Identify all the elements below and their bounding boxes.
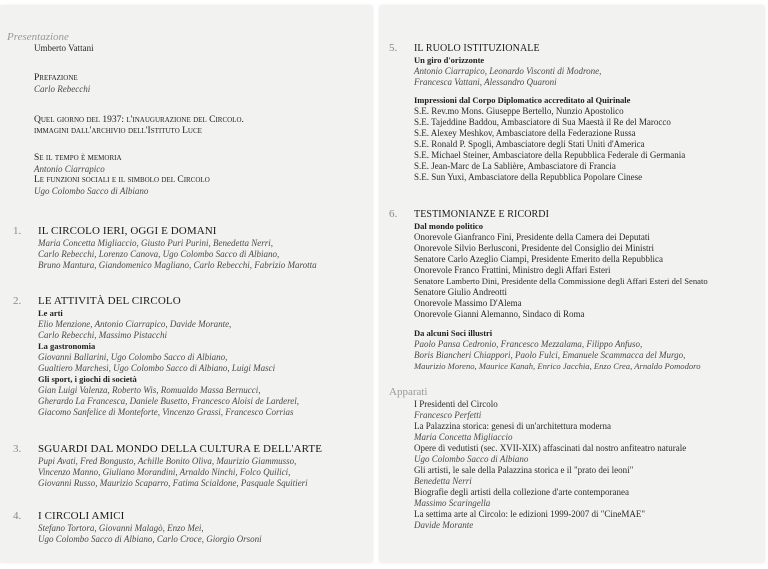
apparati-author: Massimo Scaringella	[414, 498, 491, 508]
section2-number: 2.	[13, 295, 22, 307]
section5-title: IL RUOLO ISTITUZIONALE	[414, 43, 540, 54]
impressioni-line: S.E. Alexey Meshkov, Ambasciatore della Federazione Russa	[414, 128, 636, 138]
politico-label: Dal mondo politico	[414, 221, 483, 231]
gastronomia-line: Gualtiero Marchesi, Ugo Colombo Sacco di Albiano, Luigi Masci	[38, 363, 276, 373]
section1-block	[38, 225, 372, 271]
quel-giorno-line2: immagini dall'archivio dell'Istituto Luce	[34, 126, 202, 136]
presentazione-author: Umberto Vattani	[34, 43, 94, 53]
left-page	[0, 6, 372, 562]
apparati-author: Maria Concetta Migliaccio	[414, 432, 513, 442]
section3-line: Giovanni Russo, Maurizio Scaparro, Fatima Scialdone, Pasquale Squitieri	[38, 478, 308, 488]
apparati-block	[389, 386, 764, 398]
politico-line: Onorevole Silvio Berlusconi, Presidente del Consiglio dei Ministri	[414, 243, 654, 253]
section4-line: Ugo Colombo Sacco di Albiano, Carlo Croce, Giorgio Orsoni	[38, 534, 262, 544]
section6-number: 6.	[389, 208, 398, 220]
quel-giorno-line1: Quel giorno del 1937: l'inaugurazione del Circolo.	[34, 115, 244, 125]
giro-label: Un giro d'orizzonte	[414, 55, 485, 65]
section1-line: Maria Concetta Migliaccio, Giusto Puri Purini, Benedetta Nerri,	[38, 238, 273, 248]
apparati-item: I Presidenti del Circolo	[414, 399, 498, 409]
se-il-tempo-block	[34, 153, 372, 197]
section2-block	[38, 295, 372, 418]
impressioni-label: Impressioni dal Corpo Diplomatico accreditato al Quirinale	[414, 95, 631, 105]
section4-block	[38, 510, 372, 545]
presentazione-label: Presentazione	[7, 31, 69, 43]
apparati-list	[414, 399, 764, 531]
prefazione-title: Prefazione	[34, 73, 78, 83]
politico-line: Senatore Lamberto Dini, Presidente della Commissione degli Affari Esteri del Senato	[414, 276, 708, 286]
sport-line: Gian Luigi Valenza, Roberto Wis, Romualdo Massa Bernucci,	[38, 385, 261, 395]
section4-title: I CIRCOLI AMICI	[38, 510, 125, 522]
giro-line: Antonio Ciarrapico, Leonardo Visconti di Modrone,	[414, 66, 602, 76]
section6-title: TESTIMONIANZE E RICORDI	[414, 209, 550, 220]
politico-line: Onorevole Massimo D'Alema	[414, 298, 522, 308]
gastronomia-line: Giovanni Ballarini, Ugo Colombo Sacco di Albiano,	[38, 352, 228, 362]
apparati-author: Benedetta Nerri	[414, 476, 472, 486]
section1-title: IL CIRCOLO IERI, OGGI E DOMANI	[38, 225, 217, 237]
section6-block	[414, 209, 764, 372]
se-il-tempo-author: Antonio Ciarrapico	[34, 164, 105, 174]
sport-line: Giacomo Sanfelice di Monteforte, Vincenzo Grassi, Francesco Corrias	[38, 407, 294, 417]
sport-label: Gli sport, i giochi di società	[38, 374, 137, 384]
apparati-author: Francesco Perfetti	[414, 410, 482, 420]
right-page	[380, 6, 764, 562]
section1-line: Carlo Rebecchi, Lorenzo Canova, Ugo Colombo Sacco di Albiano,	[38, 249, 280, 259]
se-il-tempo-title: Se il tempo è memoria	[34, 153, 122, 163]
soci-label: Da alcuni Soci illustri	[414, 328, 493, 338]
prefazione-block	[34, 73, 372, 95]
politico-line: Senatore Giulio Andreotti	[414, 287, 507, 297]
funzioni-author: Ugo Colombo Sacco di Albiano	[34, 186, 149, 196]
impressioni-line: S.E. Tajeddine Baddou, Ambasciatore di Sua Maestà il Re del Marocco	[414, 117, 671, 127]
presentazione-author-block	[34, 43, 372, 54]
apparati-item: Opere di vedutisti (sec. XVII-XIX) affascinati dal nostro anfiteatro naturale	[414, 443, 687, 453]
section3-number: 3.	[13, 443, 22, 455]
impressioni-line: S.E. Ronald P. Spogli, Ambasciatore degli Stati Uniti d'America	[414, 139, 645, 149]
politico-line: Senatore Carlo Azeglio Ciampi, Presidente Emerito della Repubblica	[414, 254, 663, 264]
section5-number: 5.	[389, 42, 398, 54]
apparati-item: Gli artisti, le sale della Palazzina storica e il "prato dei leoni"	[414, 465, 634, 475]
gastronomia-label: La gastronomia	[38, 341, 96, 351]
politico-line: Onorevole Gianni Alemanno, Sindaco di Roma	[414, 309, 585, 319]
arti-label: Le arti	[38, 308, 63, 318]
quel-giorno-block	[34, 115, 372, 137]
page-gutter	[372, 0, 380, 569]
section1-line: Bruno Mantura, Giandomenico Magliano, Carlo Rebecchi, Fabrizio Marotta	[38, 260, 317, 270]
giro-line: Francesca Vattani, Alessandro Quaroni	[414, 77, 557, 87]
sport-line: Gherardo La Francesca, Daniele Busetto, Francesco Aloisi de Larderel,	[38, 396, 300, 406]
section2-title: LE ATTIVITÀ DEL CIRCOLO	[38, 295, 181, 307]
arti-line: Carlo Rebecchi, Massimo Pistacchi	[38, 330, 167, 340]
impressioni-line: S.E. Sun Yuxi, Ambasciatore della Repubblica Popolare Cinese	[414, 172, 643, 182]
apparati-label: Apparati	[389, 386, 428, 398]
apparati-item: Biografie degli artisti della collezione d'arte contemporanea	[414, 487, 630, 497]
section4-line: Stefano Tortora, Giovanni Malagò, Enzo Mei,	[38, 523, 204, 533]
soci-line: Boris Biancheri Chiappori, Paolo Fulci, Emanuele Scammacca del Murgo,	[414, 350, 686, 360]
politico-line: Onorevole Franco Frattini, Ministro degli Affari Esteri	[414, 265, 611, 275]
impressioni-line: S.E. Jean-Marc de La Sablière, Ambasciatore di Francia	[414, 161, 616, 171]
section3-title: SGUARDI DAL MONDO DELLA CULTURA E DELL'ARTE	[38, 443, 323, 455]
soci-line: Paolo Pansa Cedronio, Francesco Mezzalama, Filippo Anfuso,	[414, 339, 643, 349]
impressioni-line: S.E. Rev.mo Mons. Giuseppe Bertello, Nunzio Apostolico	[414, 106, 624, 116]
apparati-author: Ugo Colombo Sacco di Albiano	[414, 454, 529, 464]
section5-block	[414, 43, 764, 183]
section3-line: Vincenzo Manno, Giuliano Morandini, Arnaldo Ninchi, Folco Quilici,	[38, 467, 291, 477]
prefazione-author: Carlo Rebecchi	[34, 84, 91, 94]
apparati-item: La Palazzina storica: genesi di un'architettura moderna	[414, 421, 612, 431]
section3-line: Pupi Avati, Fred Bongusto, Achille Bonito Oliva, Maurizio Giammusso,	[38, 456, 297, 466]
section3-block	[38, 443, 372, 489]
funzioni-title: Le funzioni sociali e il simbolo del Circolo	[34, 175, 210, 185]
soci-line: Maurizio Moreno, Maurice Kanah, Enrico Jacchia, Enzo Crea, Arnaldo Pomodoro	[414, 361, 701, 371]
politico-line: Onorevole Gianfranco Fini, Presidente della Camera dei Deputati	[414, 232, 650, 242]
apparati-item: La settima arte al Circolo: le edizioni 1999-2007 di "CineMAE"	[414, 509, 646, 519]
impressioni-line: S.E. Michael Steiner, Ambasciatore della Repubblica Federale di Germania	[414, 150, 686, 160]
apparati-author: Davide Morante	[414, 520, 474, 530]
arti-line: Elio Menzione, Antonio Ciarrapico, Davide Morante,	[38, 319, 232, 329]
section1-number: 1.	[13, 225, 22, 237]
section4-number: 4.	[13, 510, 22, 522]
